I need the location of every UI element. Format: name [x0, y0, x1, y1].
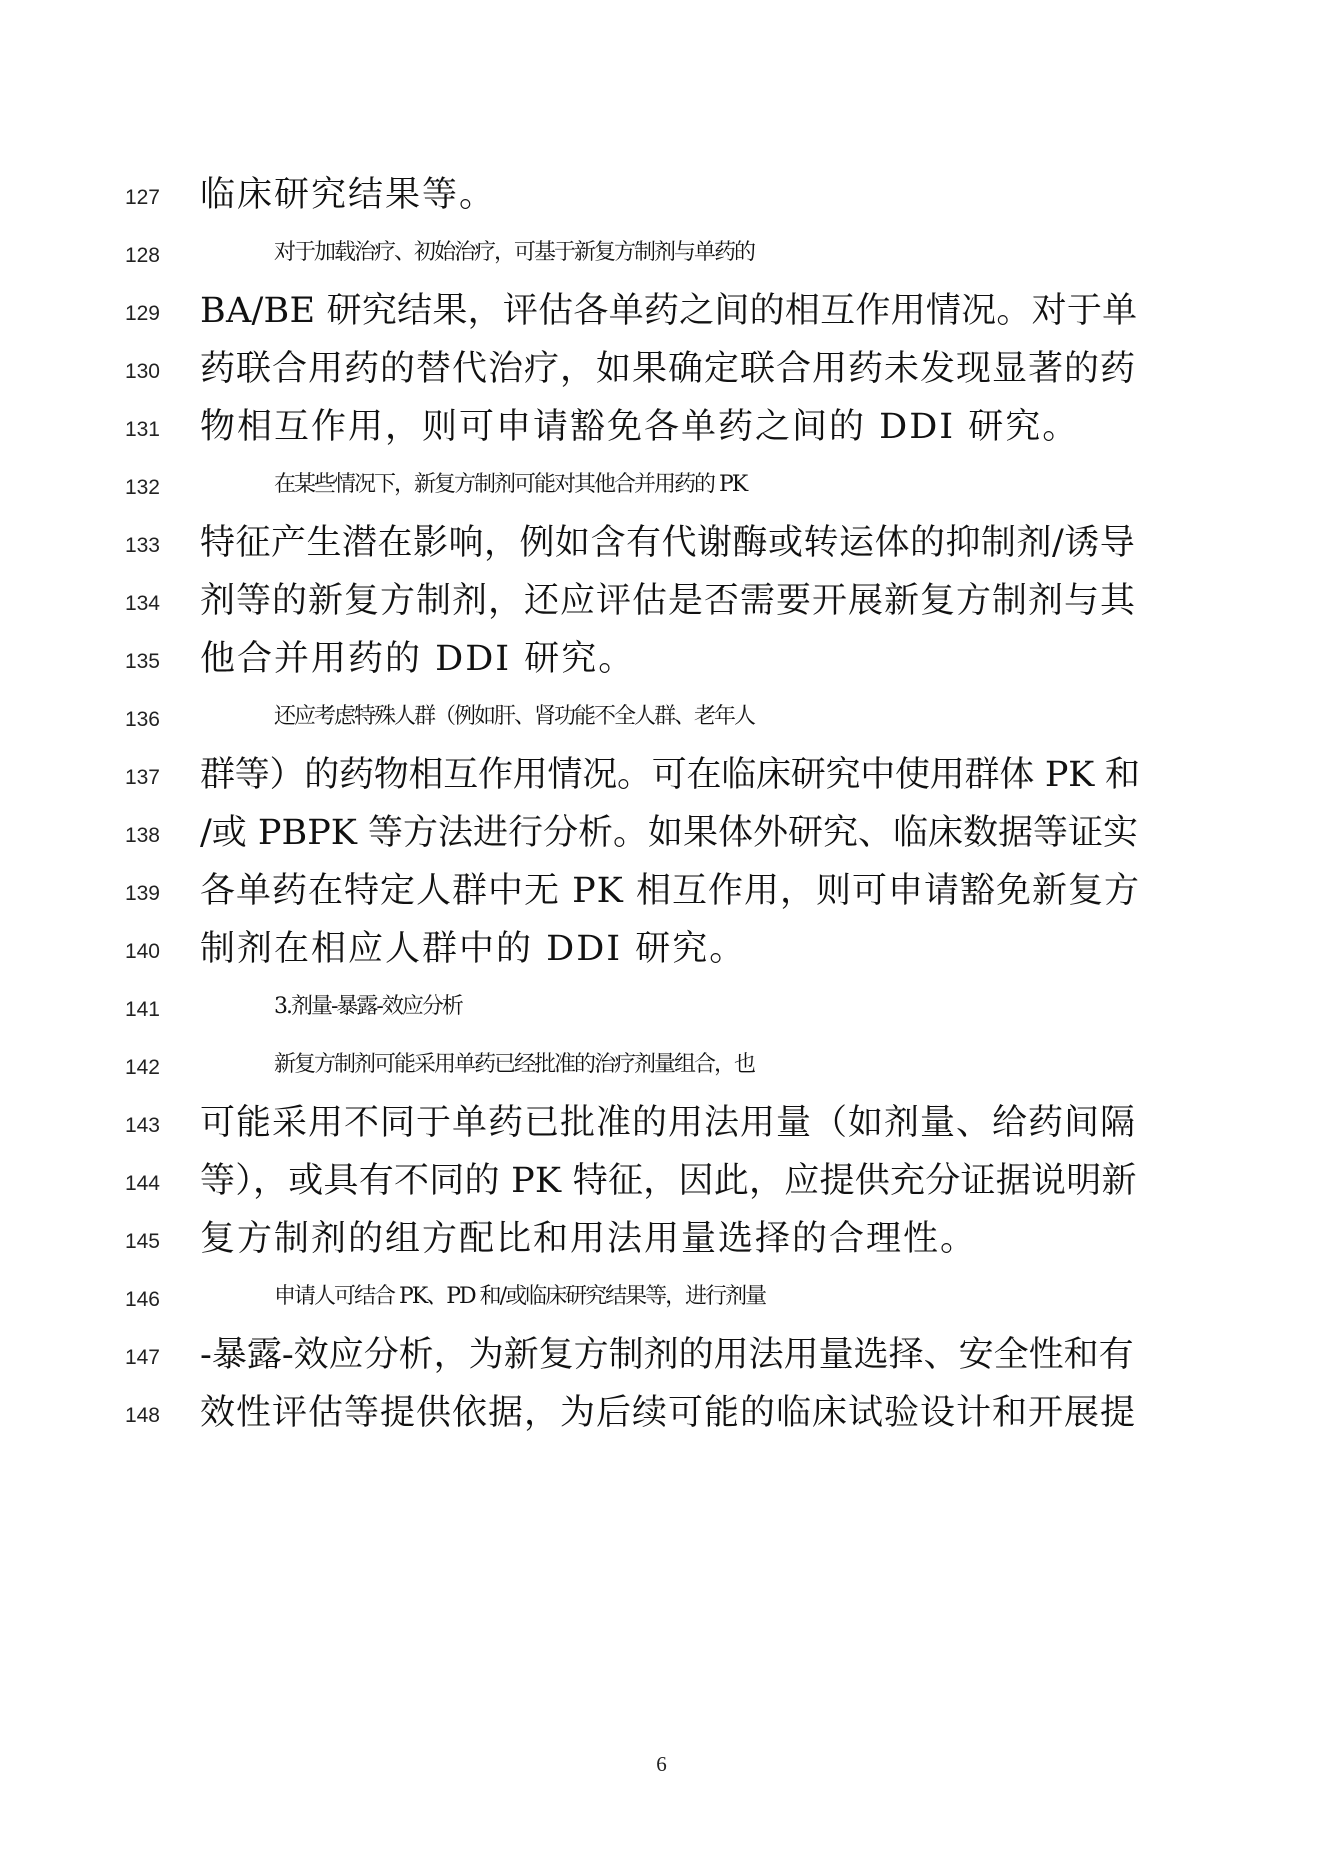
- line-number: 132: [124, 476, 160, 499]
- line-number: 137: [124, 766, 160, 789]
- line-number: 140: [124, 940, 160, 963]
- line-text: 制剂在相应人群中的 DDI 研究。: [200, 929, 747, 969]
- line-text: 物相互作用，则可申请豁免各单药之间的 DDI 研究。: [200, 407, 1080, 447]
- line-text: 对于加载治疗、初始治疗，可基于新复方制剂与单药的: [274, 240, 755, 265]
- line-text: 他合并用药的 DDI 研究。: [200, 639, 636, 679]
- line-148: [0, 1378, 1323, 1448]
- line-number: 146: [124, 1288, 160, 1311]
- page-number: 6: [656, 1752, 667, 1776]
- line-text: 特征产生潜在影响，例如含有代谢酶或转运体的抑制剂/诱导: [200, 523, 1136, 563]
- line-number: 134: [124, 592, 160, 615]
- line-text: 剂等的新复方制剂，还应评估是否需要开展新复方制剂与其: [200, 581, 1137, 621]
- line-number: 136: [124, 708, 160, 731]
- line-number: 147: [124, 1346, 160, 1369]
- line-number: 145: [124, 1230, 160, 1253]
- line-number: 128: [124, 244, 160, 267]
- line-number: 144: [124, 1172, 160, 1195]
- line-number: 148: [124, 1404, 160, 1427]
- line-text: 临床研究结果等。: [200, 175, 497, 215]
- line-text: 新复方制剂可能采用单药已经批准的治疗剂量组合，也: [274, 1052, 755, 1077]
- line-text: 效性评估等提供依据，为后续可能的临床试验设计和开展提: [200, 1393, 1137, 1433]
- line-text: 可能采用不同于单药已批准的用法用量（如剂量、给药间隔: [200, 1103, 1137, 1143]
- line-number: 130: [124, 360, 160, 383]
- line-text: 药联合用药的替代治疗，如果确定联合用药未发现显著的药: [200, 349, 1137, 389]
- section-heading: 3.剂量-暴露-效应分析: [274, 994, 462, 1019]
- line-number: 142: [124, 1056, 160, 1079]
- line-number: 143: [124, 1114, 160, 1137]
- line-number: 138: [124, 824, 160, 847]
- line-number: 139: [124, 882, 160, 905]
- line-number: 131: [124, 418, 160, 441]
- line-number: 133: [124, 534, 160, 557]
- line-text: 群等）的药物相互作用情况。可在临床研究中使用群体 PK 和: [200, 755, 1140, 795]
- line-text: BA/BE 研究结果，评估各单药之间的相互作用情况。对于单: [200, 291, 1138, 331]
- line-text: 等），或具有不同的 PK 特征，因此，应提供充分证据说明新: [200, 1161, 1137, 1201]
- line-text: 各单药在特定人群中无 PK 相互作用，则可申请豁免新复方: [200, 871, 1140, 911]
- line-number: 129: [124, 302, 160, 325]
- line-number: 135: [124, 650, 160, 673]
- line-text: 复方制剂的组方配比和用法用量选择的合理性。: [200, 1219, 978, 1259]
- line-text: 还应考虑特殊人群（例如肝、肾功能不全人群、老年人: [274, 704, 755, 729]
- line-text: /或 PBPK 等方法进行分析。如果体外研究、临床数据等证实: [200, 813, 1139, 853]
- line-text: 申请人可结合 PK、PD 和/或临床研究结果等，进行剂量: [274, 1284, 766, 1309]
- line-text: 在某些情况下，新复方制剂可能对其他合并用药的 PK: [274, 472, 747, 497]
- line-number: 127: [124, 186, 160, 209]
- line-number: 141: [124, 998, 160, 1021]
- line-text: -暴露-效应分析，为新复方制剂的用法用量选择、安全性和有: [200, 1335, 1134, 1375]
